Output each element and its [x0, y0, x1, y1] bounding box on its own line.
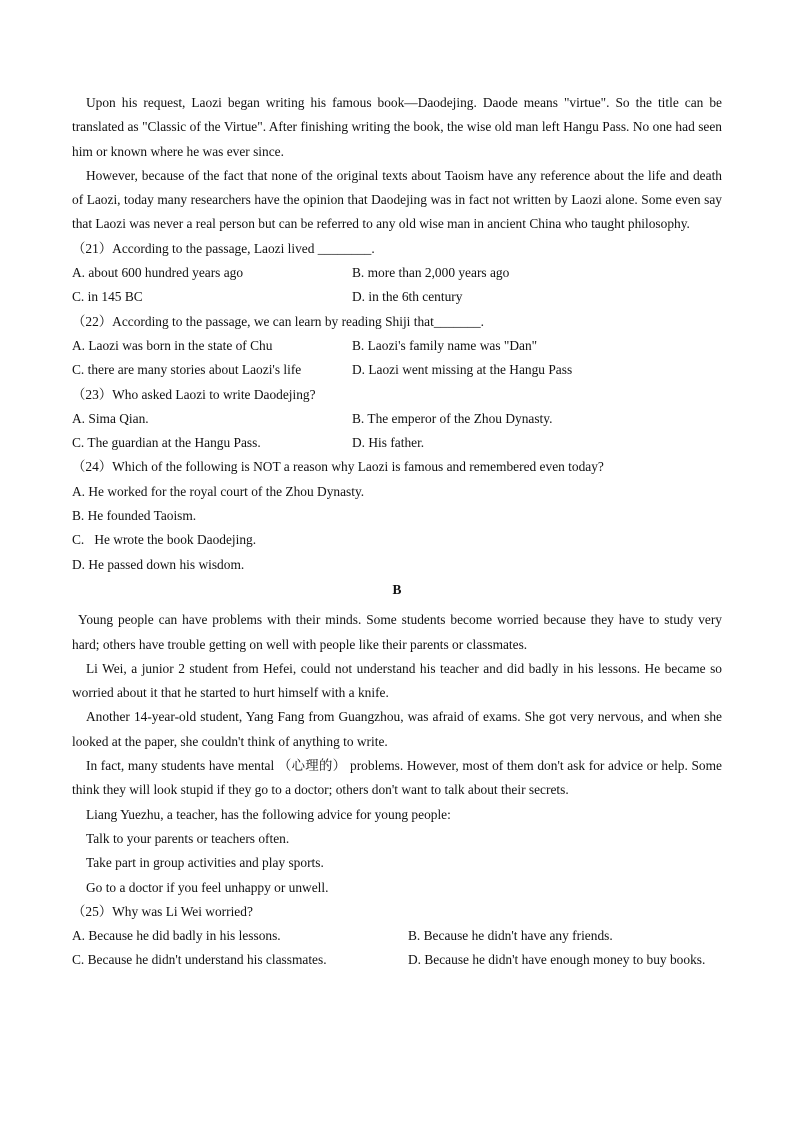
- section-b-heading: B: [392, 581, 402, 597]
- question-22: [72, 310, 722, 383]
- question-23: [72, 383, 722, 456]
- option-c: C. The guardian at the Hangu Pass.: [72, 435, 261, 451]
- option-c: C. there are many stories about Laozi's life: [72, 362, 302, 378]
- document-body: [72, 91, 722, 973]
- option-row: [72, 948, 722, 972]
- option-row: [72, 924, 722, 948]
- question-stem: （21）According to the passage, Laozi lived ________.: [72, 240, 375, 256]
- question-24: [72, 455, 722, 576]
- option-b: B. He founded Taoism.: [72, 508, 197, 524]
- question-25: [72, 900, 722, 973]
- advice-item: Go to a doctor if you feel unhappy or unwell.: [86, 879, 329, 895]
- option-d: D. Because he didn't have enough money to buy books.: [408, 952, 706, 968]
- passage-b-paragraph-3: Another 14-year-old student, Yang Fang from Guangzhou, was afraid of exams. She got very nervous, and when she looked at the paper, she couldn't think of anything to write.: [72, 709, 722, 749]
- option-c: C. He wrote the book Daodejing.: [72, 532, 257, 548]
- passage-a-paragraph-2: However, because of the fact that none of the original texts about Taoism have any reference about the life and death of Laozi, today many researchers have the opinion that Daodejing was in fact not written by Laozi alone. Some even say that Laozi was never a real person but can be referred to any old wise man in ancient China who taught philosophy.: [72, 167, 722, 232]
- passage-b-paragraph-4: In fact, many students have mental （心理的） problems. However, most of them don't ask for advice or help. Some think they will look stupid if they go to a doctor; others don't want to talk about their secrets.: [72, 758, 722, 798]
- option-a: A. Laozi was born in the state of Chu: [72, 337, 273, 353]
- option-b: B. more than 2,000 years ago: [352, 265, 510, 281]
- option-row: [72, 334, 722, 358]
- option-d: D. in the 6th century: [352, 289, 463, 305]
- option-c: C. Because he didn't understand his classmates.: [72, 952, 327, 968]
- option-d: D. Laozi went missing at the Hangu Pass: [352, 362, 573, 378]
- question-stem: （22）According to the passage, we can learn by reading Shiji that_______.: [72, 313, 485, 329]
- option-a: A. He worked for the royal court of the Zhou Dynasty.: [72, 483, 365, 499]
- advice-item: Take part in group activities and play sports.: [86, 855, 324, 871]
- option-row: [72, 431, 722, 455]
- question-stem: （25）Why was Li Wei worried?: [72, 903, 253, 919]
- option-b: B. Because he didn't have any friends.: [408, 928, 613, 944]
- question-21: [72, 237, 722, 310]
- option-a: A. Because he did badly in his lessons.: [72, 928, 281, 944]
- question-stem: （23）Who asked Laozi to write Daodejing?: [72, 386, 316, 402]
- passage-b-paragraph-1: Young people can have problems with their minds. Some students become worried because they have to study very hard; others have trouble getting on well with people like their parents or classmates.: [72, 612, 722, 652]
- passage-a-paragraph-1: Upon his request, Laozi began writing his famous book—Daodejing. Daode means "virtue". So the title can be translated as "Classic of the Virtue". After finishing writing the book, the wise old man left Hangu Pass. No one had seen him or known where he was ever since.: [72, 95, 722, 159]
- option-c: C. in 145 BC: [72, 289, 143, 305]
- passage-b-paragraph-2: Li Wei, a junior 2 student from Hefei, could not understand his teacher and did badly in his lessons. He became so worried about it that he started to hurt himself with a knife.: [72, 660, 722, 701]
- option-d: D. His father.: [352, 435, 425, 451]
- passage-b-paragraph-5: Liang Yuezhu, a teacher, has the following advice for young people:: [86, 806, 451, 822]
- option-row: [72, 285, 722, 309]
- option-row: [72, 358, 722, 382]
- option-b: B. Laozi's family name was "Dan": [352, 337, 538, 353]
- option-row: [72, 261, 722, 285]
- option-a: A. Sima Qian.: [72, 410, 149, 426]
- question-stem: （24）Which of the following is NOT a reason why Laozi is famous and remembered even today?: [72, 459, 604, 475]
- advice-item: Talk to your parents or teachers often.: [86, 830, 290, 846]
- option-a: A. about 600 hundred years ago: [72, 265, 244, 281]
- option-b: B. The emperor of the Zhou Dynasty.: [352, 410, 553, 426]
- option-row: [72, 407, 722, 431]
- option-d: D. He passed down his wisdom.: [72, 556, 245, 572]
